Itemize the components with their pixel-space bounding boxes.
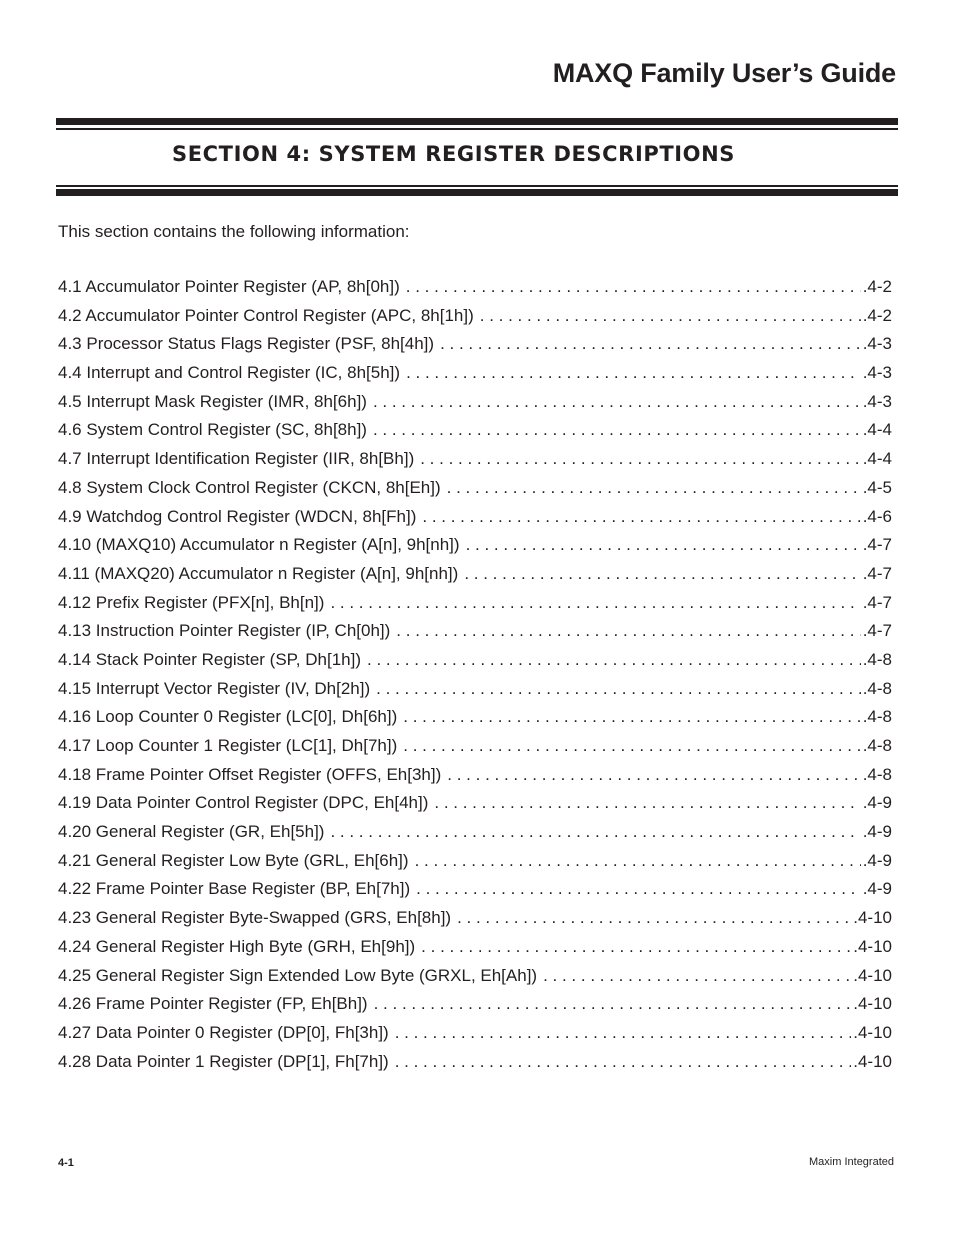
- toc-dot-leader: [421, 937, 851, 957]
- toc-entry-label: 4.22 Frame Pointer Base Register (BP, Eh[7h]): [58, 879, 411, 899]
- toc-entry-label: 4.9 Watchdog Control Register (WDCN, 8h[Fh]): [58, 506, 417, 526]
- document-title: MAXQ Family User’s Guide: [552, 58, 896, 88]
- toc-entry[interactable]: [58, 1052, 892, 1081]
- toc-entry-label: 4.17 Loop Counter 1 Register (LC[1], Dh[7h]): [58, 736, 398, 755]
- toc-dot-leader: [543, 966, 851, 986]
- bottom-rule-thick: [56, 189, 898, 196]
- toc-entry-label: 4.15 Interrupt Vector Register (IV, Dh[2h]): [58, 678, 371, 698]
- toc-entry-label: 4.25 General Register Sign Extended Low Byte (GRXL, Eh[Ah]): [58, 965, 538, 985]
- toc-entry[interactable]: [58, 564, 892, 593]
- toc-entry[interactable]: [58, 679, 892, 708]
- toc-dot-leader: [367, 650, 861, 670]
- toc-entry-label: 4.6 System Control Register (SC, 8h[8h]): [58, 420, 367, 440]
- toc-entry[interactable]: [58, 449, 892, 478]
- toc-entry-page: .4-9: [862, 793, 892, 813]
- toc-dot-leader: [403, 707, 860, 727]
- toc-entry-page: .4-7: [862, 592, 892, 612]
- toc-entry-label: 4.1 Accumulator Pointer Register (AP, 8h[0h]): [58, 277, 400, 296]
- toc-entry-page: .4-8: [862, 736, 892, 755]
- toc-dot-leader: [480, 306, 861, 326]
- toc-entry-label: 4.27 Data Pointer 0 Register (DP[0], Fh[3h]): [58, 1022, 389, 1042]
- toc-entry-page: .4-9: [862, 822, 892, 842]
- toc-dot-leader: [330, 822, 860, 842]
- toc-entry-page: .4-8: [862, 707, 892, 727]
- toc-entry-label: 4.26 Frame Pointer Register (FP, Eh[Bh]): [58, 994, 368, 1014]
- toc-entry[interactable]: [58, 1023, 892, 1052]
- toc-entry-label: 4.19 Data Pointer Control Register (DPC, Eh[4h]): [58, 793, 429, 813]
- toc-entry-page: .4-3: [862, 391, 892, 411]
- toc-entry[interactable]: [58, 707, 892, 736]
- toc-dot-leader: [457, 908, 851, 928]
- toc-entry-page: .4-8: [862, 678, 892, 698]
- toc-entry-label: 4.5 Interrupt Mask Register (IMR, 8h[6h]): [58, 391, 367, 411]
- toc-entry[interactable]: [58, 851, 892, 880]
- toc-entry[interactable]: [58, 363, 892, 392]
- toc-dot-leader: [420, 449, 860, 469]
- toc-entry-page: .4-7: [862, 535, 892, 555]
- toc-entry[interactable]: [58, 822, 892, 851]
- toc-dot-leader: [395, 1052, 852, 1072]
- toc-dot-leader: [376, 679, 861, 699]
- toc-entry-label: 4.16 Loop Counter 0 Register (LC[0], Dh[6h]): [58, 707, 398, 727]
- toc-entry-label: 4.18 Frame Pointer Offset Register (OFFS, Eh[3h]): [58, 764, 442, 784]
- toc-entry-label: 4.10 (MAXQ10) Accumulator n Register (A[n], 9h[nh]): [58, 535, 460, 555]
- toc-dot-leader: [422, 507, 860, 527]
- section-heading: SECTION 4: SYSTEM REGISTER DESCRIPTIONS: [172, 142, 736, 166]
- toc-entry-label: 4.21 General Register Low Byte (GRL, Eh[6h]): [58, 850, 409, 870]
- toc-dot-leader: [415, 851, 861, 871]
- toc-entry[interactable]: [58, 765, 892, 794]
- toc-entry-page: .4-3: [862, 334, 892, 354]
- toc-entry-page: .4-6: [862, 506, 892, 526]
- toc-entry[interactable]: [58, 306, 892, 335]
- footer-page-number: 4-1: [58, 1157, 74, 1169]
- toc-entry-page: .4-4: [862, 420, 892, 440]
- toc-entry[interactable]: [58, 937, 892, 966]
- toc-entry[interactable]: [58, 277, 892, 306]
- toc-entry-page: .4-10: [853, 1051, 892, 1071]
- toc-dot-leader: [416, 879, 861, 899]
- toc-entry-page: .4-9: [862, 879, 892, 899]
- toc-entry[interactable]: [58, 879, 892, 908]
- toc-entry[interactable]: [58, 966, 892, 995]
- table-of-contents: [58, 277, 892, 1080]
- toc-entry-page: .4-10: [853, 908, 892, 928]
- toc-entry-page: .4-2: [862, 305, 892, 325]
- toc-entry-page: .4-4: [862, 449, 892, 469]
- toc-entry-label: 4.3 Processor Status Flags Register (PSF, 8h[4h]): [58, 334, 435, 354]
- toc-entry-page: .4-3: [862, 363, 892, 383]
- toc-entry-page: .4-10: [853, 994, 892, 1014]
- toc-entry-label: 4.23 General Register Byte-Swapped (GRS, Eh[8h]): [58, 908, 452, 928]
- toc-dot-leader: [440, 334, 861, 354]
- toc-entry-label: 4.28 Data Pointer 1 Register (DP[1], Fh[7h]): [58, 1051, 389, 1071]
- toc-dot-leader: [396, 621, 860, 641]
- toc-entry[interactable]: [58, 621, 892, 650]
- toc-dot-leader: [447, 765, 860, 785]
- toc-entry-page: .4-10: [853, 1022, 892, 1042]
- toc-entry[interactable]: [58, 420, 892, 449]
- toc-entry[interactable]: [58, 392, 892, 421]
- toc-entry-label: 4.8 System Clock Control Register (CKCN, 8h[Eh]): [58, 477, 441, 497]
- toc-entry[interactable]: [58, 908, 892, 937]
- toc-entry-label: 4.12 Prefix Register (PFX[n], Bh[n]): [58, 592, 325, 612]
- toc-entry-label: 4.11 (MAXQ20) Accumulator n Register (A[n], 9h[nh]): [58, 563, 459, 583]
- toc-entry-page: .4-5: [862, 477, 892, 497]
- toc-entry-label: 4.4 Interrupt and Control Register (IC, 8h[5h]): [58, 363, 401, 383]
- toc-entry[interactable]: [58, 650, 892, 679]
- intro-text: This section contains the following information:: [58, 222, 410, 241]
- toc-entry[interactable]: [58, 736, 892, 765]
- toc-entry[interactable]: [58, 793, 892, 822]
- toc-entry[interactable]: [58, 593, 892, 622]
- toc-entry-label: 4.7 Interrupt Identification Register (IIR, 8h[Bh]): [58, 449, 415, 469]
- toc-entry-page: .4-10: [853, 965, 892, 985]
- toc-entry-label: 4.20 General Register (GR, Eh[5h]): [58, 822, 325, 842]
- toc-dot-leader: [373, 420, 861, 440]
- toc-entry[interactable]: [58, 478, 892, 507]
- footer-company: Maxim Integrated: [809, 1156, 894, 1168]
- top-rule-thick: [56, 118, 898, 125]
- toc-entry-page: .4-8: [862, 764, 892, 784]
- toc-entry-page: .4-7: [862, 563, 892, 583]
- toc-dot-leader: [447, 478, 861, 498]
- bottom-rule-thin: [56, 185, 898, 187]
- toc-dot-leader: [374, 994, 852, 1014]
- toc-entry-label: 4.13 Instruction Pointer Register (IP, Ch[0h]): [58, 621, 391, 641]
- toc-dot-leader: [466, 535, 861, 555]
- toc-entry[interactable]: [58, 334, 892, 363]
- toc-entry-label: 4.14 Stack Pointer Register (SP, Dh[1h]): [58, 649, 362, 669]
- toc-dot-leader: [330, 593, 860, 613]
- toc-entry[interactable]: [58, 507, 892, 536]
- toc-dot-leader: [464, 564, 860, 584]
- toc-dot-leader: [406, 363, 861, 383]
- top-rule-thin: [56, 128, 898, 130]
- toc-entry-page: .4-2: [862, 277, 892, 296]
- toc-entry-page: .4-9: [862, 850, 892, 870]
- toc-entry-page: .4-8: [862, 649, 892, 669]
- toc-entry[interactable]: [58, 535, 892, 564]
- toc-dot-leader: [403, 736, 860, 756]
- toc-dot-leader: [395, 1023, 852, 1043]
- toc-dot-leader: [434, 793, 860, 813]
- toc-dot-leader: [373, 392, 861, 412]
- toc-entry-page: .4-7: [862, 621, 892, 641]
- toc-dot-leader: [406, 277, 861, 297]
- toc-entry-label: 4.2 Accumulator Pointer Control Register (APC, 8h[1h]): [58, 305, 474, 325]
- toc-entry[interactable]: [58, 994, 892, 1023]
- toc-entry-label: 4.24 General Register High Byte (GRH, Eh[9h]): [58, 936, 416, 956]
- toc-entry-page: .4-10: [853, 936, 892, 956]
